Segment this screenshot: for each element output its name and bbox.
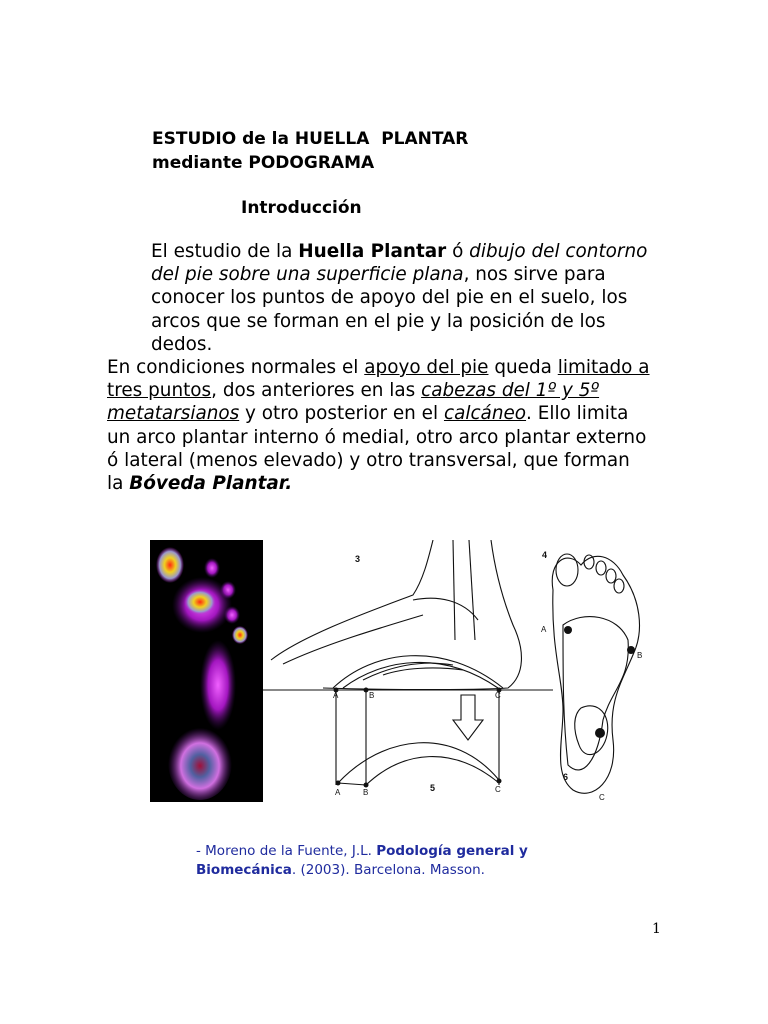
point-marker: [336, 781, 341, 786]
definition-italic: dibujo del contorno del pie sobre una superficie plana: [151, 241, 648, 286]
document-title: [152, 127, 468, 175]
text: queda: [488, 357, 558, 379]
section-heading: Introducción: [241, 198, 362, 218]
forefoot-hot-spot: [184, 589, 216, 615]
underlined-metatarsianos: cabezas del 1º y 5º metatarsianos: [107, 380, 600, 425]
text: En condiciones normales el: [107, 357, 365, 379]
term-boveda-plantar: Bóveda Plantar.: [129, 473, 293, 495]
toe-spot: [232, 626, 248, 644]
point-label-b: B: [363, 788, 369, 797]
term-huella-plantar: Huella Plantar: [298, 241, 447, 262]
point-label-c: C: [599, 793, 605, 802]
point-label-c: C: [495, 785, 501, 794]
point-label-a: A: [541, 625, 547, 634]
point-label-a: A: [335, 788, 341, 797]
paragraph-2: [107, 356, 652, 495]
footprint-thermogram-image: [150, 540, 263, 802]
underlined-apoyo: apoyo del pie: [364, 357, 489, 379]
point-label-b: B: [637, 651, 643, 660]
text: El estudio de la: [151, 241, 299, 262]
text: y otro posterior en el: [239, 403, 444, 425]
point-marker: [364, 783, 369, 788]
underlined-calcaneo: calcáneo: [443, 403, 527, 425]
citation-publisher: . (2003). Barcelona. Masson.: [291, 862, 485, 878]
title-line-1: ESTUDIO de la HUELLA PLANTAR: [152, 129, 469, 149]
point-label-b: B: [369, 691, 375, 700]
text: , dos anteriores en las: [211, 380, 422, 402]
figure-label-5: 5: [430, 783, 436, 793]
figure-label-3: 3: [355, 554, 361, 564]
heel-spot: [168, 724, 232, 800]
support-point-marker: [564, 626, 572, 634]
support-point-marker: [595, 728, 605, 738]
toe-spot: [204, 558, 220, 578]
point-marker: [497, 779, 502, 784]
midfoot-spot: [200, 640, 236, 730]
body-text: [107, 240, 652, 495]
toe-spot: [156, 547, 184, 583]
paragraph-1: [107, 240, 652, 356]
underlined-tres-puntos: limitado a tres puntos: [107, 357, 650, 402]
citation-author: - Moreno de la Fuente, J.L.: [196, 843, 377, 859]
point-marker: [364, 688, 369, 693]
point-label-a: A: [333, 691, 339, 700]
citation: [196, 842, 616, 880]
text: . Ello limita un arco plantar interno ó medial, otro arco plantar externo ó lateral (menos elevado) y otro transversal, que forman la: [107, 403, 647, 495]
citation-book-title: Podología general y Biomecánica: [196, 843, 528, 878]
text: ó: [446, 241, 470, 262]
point-label-c: C: [495, 691, 501, 700]
title-line-2: mediante PODOGRAMA: [152, 153, 375, 173]
page-number: 1: [652, 921, 661, 937]
figure-label-4: 4: [542, 550, 548, 560]
plantar-arch-diagram: [263, 540, 647, 802]
text: , nos sirve para conocer los puntos de apoyo del pie en el suelo, los arcos que se forman en el pie y la posición de los dedos.: [151, 264, 628, 355]
support-point-marker: [627, 646, 635, 654]
figure-label-6: 6: [563, 772, 569, 782]
